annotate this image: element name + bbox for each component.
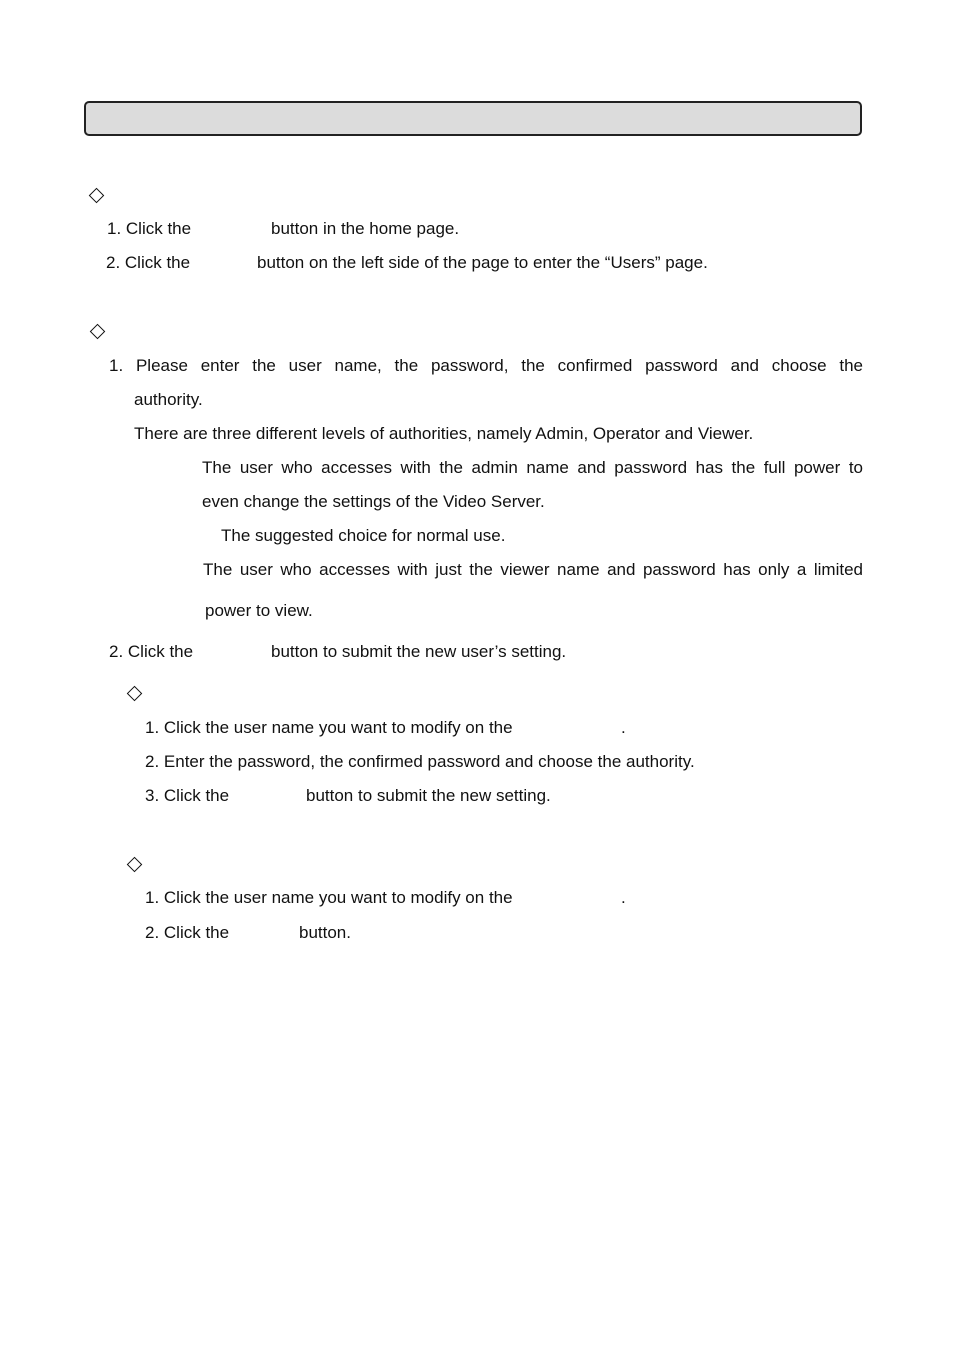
add-step2-text-a: 2. Click the (109, 642, 194, 661)
viewer-description-line2: power to view. (205, 601, 313, 620)
modify-step3-text-a: 3. Click the (145, 786, 230, 805)
admin-description-line2: even change the settings of the Video Server. (202, 492, 545, 511)
modify-step1-text-b: . (621, 718, 626, 737)
add-step1-line1: 1. Please enter the user name, the password, the confirmed password and choose the (109, 356, 863, 375)
delete-step2-text-b: button. (299, 923, 351, 942)
modify-step2-text: 2. Enter the password, the confirmed password and choose the authority. (145, 752, 695, 771)
view-step1-text-b: button in the home page. (271, 219, 460, 238)
authority-levels-intro: There are three different levels of authorities, namely Admin, Operator and Viewer. (134, 424, 754, 443)
view-step2-text-b: button on the left side of the page to enter the “Users” page. (257, 253, 708, 272)
modify-step3-text-b: button to submit the new setting. (306, 786, 551, 805)
modify-step1-text-a: 1. Click the user name you want to modify on the (145, 718, 513, 737)
delete-step2-text-a: 2. Click the (145, 923, 230, 942)
view-step1-text-a: 1. Click the (107, 219, 192, 238)
add-step1-line2: authority. (134, 390, 203, 409)
delete-step1-text-b: . (621, 888, 626, 907)
diamond-bullet-icon (90, 324, 106, 340)
delete-step1-text-a: 1. Click the user name you want to modify on the (145, 888, 513, 907)
diamond-bullet-icon (127, 857, 143, 873)
section-header-bar (84, 101, 862, 136)
admin-description-line1: The user who accesses with the admin name and password has the full power to (202, 458, 863, 477)
viewer-description-line1: The user who accesses with just the viewer name and password has only a limited (203, 560, 863, 579)
operator-description: The suggested choice for normal use. (221, 526, 506, 545)
diamond-bullet-icon (89, 188, 105, 204)
add-step2-text-b: button to submit the new user’s setting. (271, 642, 567, 661)
diamond-bullet-icon (127, 686, 143, 702)
view-step2-text-a: 2. Click the (106, 253, 191, 272)
